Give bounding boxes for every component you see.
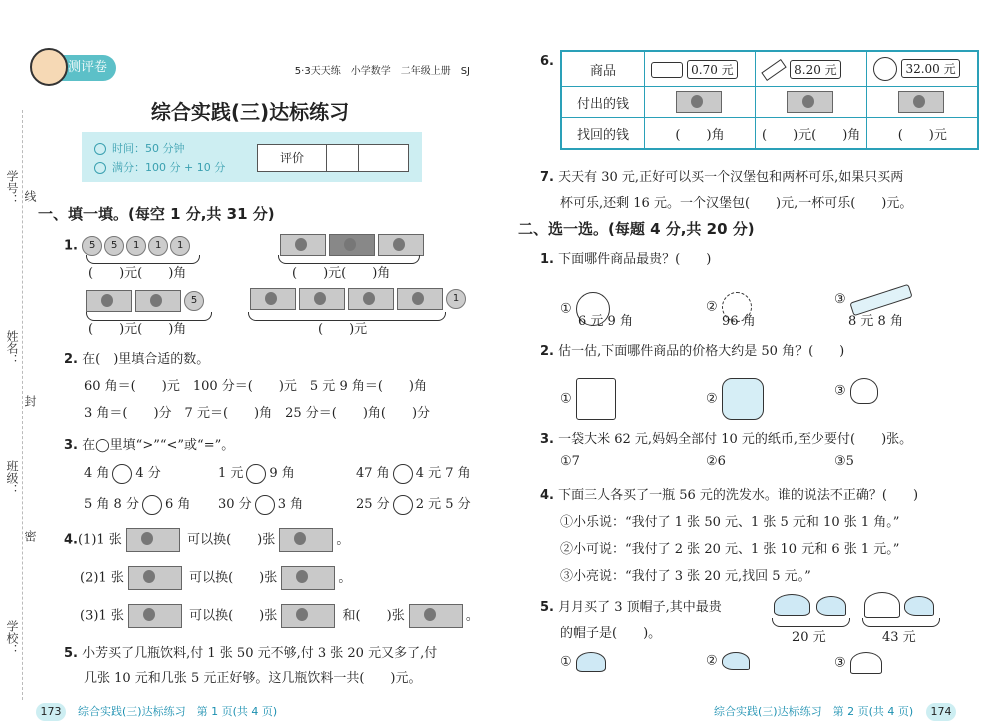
c4-option-2[interactable]: ②小可说：“我付了 2 张 20 元、1 张 10 元和 6 张 1 元。” bbox=[560, 542, 900, 557]
price-tag: 32.00 元 bbox=[901, 59, 959, 78]
q4-number: 4. bbox=[64, 532, 78, 548]
q1d-items bbox=[250, 288, 468, 310]
student-id-label: 学号： bbox=[5, 170, 19, 206]
q1b-bills bbox=[280, 234, 427, 256]
full-score: 满分：100 分 + 10 分 bbox=[112, 161, 226, 174]
c5-line1: 5. 月月买了 3 顶帽子,其中最贵 bbox=[540, 600, 722, 615]
c1-option-3[interactable]: ③ bbox=[834, 292, 912, 307]
q1a-answer: ( )元( )角 bbox=[88, 266, 187, 281]
table-row bbox=[561, 118, 978, 150]
cap-icon bbox=[904, 596, 934, 616]
c2-option-3[interactable]: ③ bbox=[834, 378, 878, 404]
q4-row1: 4.(1)1 张 可以换( )张 。 bbox=[64, 528, 349, 552]
q3-item: 47 角 4 元 7 角 bbox=[356, 462, 471, 484]
banknote-icon bbox=[378, 234, 424, 256]
banknote-icon bbox=[898, 91, 944, 113]
change-cell: ( )元 bbox=[867, 118, 979, 150]
section-choose: 二、选一选。(每题 4 分,共 20 分) bbox=[518, 220, 755, 238]
paid-cell bbox=[645, 87, 756, 118]
table-row bbox=[561, 51, 978, 87]
page-number: 174 bbox=[926, 703, 956, 721]
class-label: 班级： bbox=[5, 460, 19, 496]
banknote-icon bbox=[397, 288, 443, 310]
paid-cell bbox=[756, 87, 867, 118]
banknote-icon bbox=[280, 234, 326, 256]
banknote-icon bbox=[676, 91, 722, 113]
coin-1-yuan: 1 bbox=[126, 236, 146, 256]
right-page bbox=[500, 0, 1000, 727]
page-footer: 综合实践(三)达标练习 第 2 页(共 4 页) bbox=[714, 705, 914, 718]
evaluation-cell-divider bbox=[358, 145, 359, 171]
banknote-icon bbox=[128, 604, 182, 628]
shuttlecock-icon bbox=[850, 378, 878, 404]
q3-number: 3. bbox=[64, 438, 78, 453]
q1-number: 1. bbox=[64, 238, 78, 254]
q3-stem: 在◯里填“>”“<”或“=”。 bbox=[82, 438, 235, 453]
coin-1-yuan: 1 bbox=[148, 236, 168, 256]
c1-price-2: 96 角 bbox=[722, 314, 756, 329]
coin-1-yuan: 1 bbox=[170, 236, 190, 256]
c1-number: 1. bbox=[540, 252, 554, 267]
banknote-icon bbox=[279, 528, 333, 552]
evaluation-box bbox=[257, 144, 409, 172]
price-tag: 8.20 元 bbox=[790, 60, 841, 79]
c5-option-3[interactable]: ③ bbox=[834, 652, 882, 674]
name-label: 姓名： bbox=[5, 330, 19, 366]
coin-5-jiao: 5 bbox=[104, 236, 124, 256]
price-tag: 0.70 元 bbox=[687, 60, 738, 79]
c3-option-2[interactable]: ②6 bbox=[706, 454, 726, 469]
c5-option-1[interactable]: ① bbox=[560, 652, 606, 672]
q4-3-text2: 可以换( )张 bbox=[189, 608, 278, 624]
q4-row2: (2)1 张 可以换( )张 。 bbox=[80, 566, 351, 590]
c3-number: 3. bbox=[540, 432, 554, 447]
seal-mark-line: 线 bbox=[23, 190, 37, 202]
table-row bbox=[561, 87, 978, 118]
q1-row-top bbox=[64, 236, 192, 256]
q4-2-text: (2)1 张 bbox=[80, 570, 124, 586]
q1c-items bbox=[86, 290, 206, 312]
coin-5-jiao: 5 bbox=[184, 291, 204, 311]
clock-icon bbox=[94, 143, 106, 155]
c4-number: 4. bbox=[540, 488, 554, 503]
banknote-icon bbox=[281, 566, 335, 590]
q2-row2: 3 角＝( )分 7 元＝( )角 25 分＝( )角( )分 bbox=[84, 406, 431, 421]
school-label: 学校： bbox=[5, 620, 19, 656]
ball-icon bbox=[873, 57, 897, 81]
banknote-icon bbox=[787, 91, 833, 113]
backpack-icon bbox=[722, 378, 764, 420]
seal-mark-seal: 封 bbox=[23, 395, 37, 407]
c1-price-3: 8 元 8 角 bbox=[848, 314, 903, 329]
banknote-icon bbox=[329, 234, 375, 256]
q4-1-text: (1)1 张 bbox=[77, 532, 122, 548]
q3-item: 30 分 3 角 bbox=[218, 493, 303, 515]
page-title: 综合实践(三)达标练习 bbox=[150, 100, 350, 124]
q7-line1: 7. 天天有 30 元,正好可以买一个汉堡包和两杯可乐,如果只买两 bbox=[540, 170, 904, 185]
q3-item: 4 角 4 分 bbox=[84, 462, 161, 484]
goods-cell bbox=[756, 51, 867, 87]
c1-option-2[interactable]: ② bbox=[706, 292, 752, 322]
washing-machine-icon bbox=[576, 378, 616, 420]
q4-2-text2: 可以换( )张 bbox=[189, 570, 278, 586]
page-footer: 综合实践(三)达标练习 第 1 页(共 4 页) bbox=[78, 705, 278, 718]
q4-row3: (3)1 张 可以换( )张 和( )张 。 bbox=[80, 604, 479, 628]
c4-option-1[interactable]: ①小乐说：“我付了 1 张 50 元、1 张 5 元和 10 张 1 角。” bbox=[560, 515, 900, 530]
compare-circle[interactable] bbox=[255, 495, 275, 515]
section-fill-blank: 一、填一填。(每空 1 分,共 31 分) bbox=[38, 205, 275, 223]
q5-line1: 5. 小芳买了几瓶饮料,付 1 张 50 元不够,付 3 张 20 元又多了,付 bbox=[64, 646, 438, 661]
banknote-icon bbox=[86, 290, 132, 312]
paid-cell bbox=[867, 87, 979, 118]
c5-number: 5. bbox=[540, 600, 554, 615]
c2-option-2[interactable]: ② bbox=[706, 378, 764, 420]
q6-table bbox=[560, 50, 979, 150]
c3-option-3[interactable]: ③5 bbox=[834, 454, 854, 469]
q7-number: 7. bbox=[540, 170, 554, 185]
c2-stem-row: 2. 估一估,下面哪件商品的价格大约是 50 角？( ) bbox=[540, 344, 845, 359]
row-label: 商品 bbox=[561, 51, 645, 87]
evaluation-label: 评价 bbox=[258, 145, 327, 171]
c1-stem-row: 1. 下面哪件商品最贵？( ) bbox=[540, 252, 712, 267]
q5-line2: 几张 10 元和几张 5 元正好够。这几瓶饮料一共( )元。 bbox=[84, 671, 422, 686]
row-label: 找回的钱 bbox=[561, 118, 645, 150]
q2-row1: 60 角＝( )元 100 分＝( )元 5 元 9 角＝( )角 bbox=[84, 379, 427, 394]
eraser-icon bbox=[651, 62, 683, 78]
banknote-icon bbox=[128, 566, 182, 590]
cap-icon bbox=[722, 652, 750, 670]
book-header: 5·3天天练 小学数学 二年级上册 SJ bbox=[294, 66, 470, 77]
q7-line2: 杯可乐,还剩 16 元。一个汉堡包( )元,一杯可乐( )元。 bbox=[560, 196, 913, 211]
goods-cell bbox=[867, 51, 979, 87]
q3-item: 5 角 8 分 6 角 bbox=[84, 493, 190, 515]
pen-icon bbox=[761, 59, 786, 81]
compare-circle[interactable] bbox=[142, 495, 162, 515]
q4-1-text2: 可以换( )张 bbox=[187, 532, 276, 548]
c5-line2: 的帽子是( )。 bbox=[560, 626, 662, 641]
c4-option-3[interactable]: ③小亮说：“我付了 3 张 20 元,找回 5 元。” bbox=[560, 569, 811, 584]
q1c-answer: ( )元( )角 bbox=[88, 322, 187, 337]
c5-price-2: 43 元 bbox=[882, 630, 916, 645]
change-cell: ( )元( )角 bbox=[756, 118, 867, 150]
q6-number: 6. bbox=[540, 54, 554, 69]
banknote-icon bbox=[281, 604, 335, 628]
q1b-answer: ( )元( )角 bbox=[292, 266, 391, 281]
q3-item: 25 分 2 元 5 分 bbox=[356, 493, 471, 515]
time-limit: 时间：50 分钟 bbox=[112, 142, 185, 155]
q2-number: 2. bbox=[64, 352, 78, 367]
c5-option-2[interactable]: ② bbox=[706, 652, 750, 670]
q4-3-text: (3)1 张 bbox=[80, 608, 124, 624]
change-cell: ( )角 bbox=[645, 118, 756, 150]
test-badge: 测评卷 bbox=[36, 55, 116, 81]
compare-circle[interactable] bbox=[112, 464, 132, 484]
page-number: 173 bbox=[36, 703, 66, 721]
goods-cell bbox=[645, 51, 756, 87]
row-label: 付出的钱 bbox=[561, 87, 645, 118]
coin-1-yuan: 1 bbox=[446, 289, 466, 309]
c2-number: 2. bbox=[540, 344, 554, 359]
banknote-icon bbox=[126, 528, 180, 552]
sun-hat-icon bbox=[774, 594, 810, 616]
banknote-icon bbox=[299, 288, 345, 310]
c3-stem-row: 3. 一袋大米 62 元,妈妈全部付 10 元的纸币,至少要付( )张。 bbox=[540, 432, 913, 447]
q2-stem-row bbox=[64, 348, 209, 367]
q3-stem-row bbox=[64, 434, 234, 453]
banknote-icon bbox=[250, 288, 296, 310]
c3-option-1[interactable]: ①7 bbox=[560, 454, 580, 469]
c1-price-1: 6 元 9 角 bbox=[578, 314, 633, 329]
banknote-icon bbox=[409, 604, 463, 628]
compare-circle[interactable] bbox=[393, 464, 413, 484]
banknote-icon bbox=[348, 288, 394, 310]
q5-number: 5. bbox=[64, 646, 78, 661]
c5-price-1: 20 元 bbox=[792, 630, 826, 645]
seal-mark-secret: 密 bbox=[23, 530, 37, 542]
mascot-icon bbox=[30, 48, 68, 86]
info-box bbox=[82, 132, 422, 182]
c4-stem-row: 4. 下面三人各买了一瓶 56 元的洗发水。谁的说法不正确？( ) bbox=[540, 488, 919, 503]
q1d-answer: ( )元 bbox=[318, 322, 368, 337]
c1-option-1[interactable]: ① bbox=[560, 292, 610, 326]
q4-3-text3: 和( )张 bbox=[342, 608, 405, 624]
q3-item: 1 元 9 角 bbox=[218, 462, 295, 484]
compare-circle[interactable] bbox=[246, 464, 266, 484]
sun-hat-icon bbox=[576, 652, 606, 672]
cap-icon bbox=[816, 596, 846, 616]
bow-hat-icon bbox=[864, 592, 900, 618]
coin-5-jiao: 5 bbox=[82, 236, 102, 256]
check-icon bbox=[94, 162, 106, 174]
banknote-icon bbox=[135, 290, 181, 312]
c2-option-1[interactable]: ① bbox=[560, 378, 616, 420]
bow-hat-icon bbox=[850, 652, 882, 674]
compare-circle[interactable] bbox=[393, 495, 413, 515]
q2-stem: 在( )里填合适的数。 bbox=[82, 352, 210, 367]
